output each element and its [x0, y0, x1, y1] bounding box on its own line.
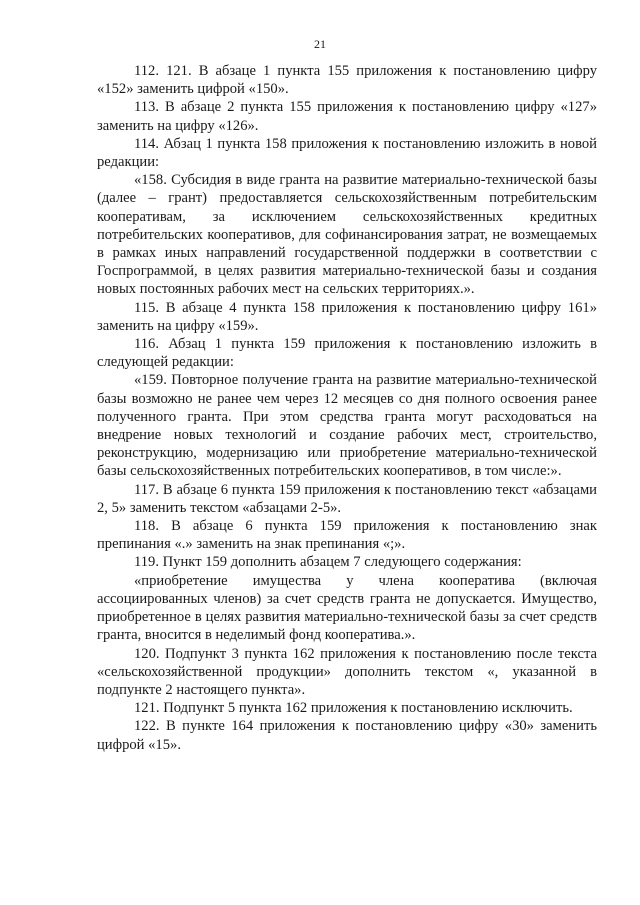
paragraph-115: 115. В абзаце 4 пункта 158 приложения к постановлению цифру 161» заменить на цифру «159». — [97, 299, 597, 334]
paragraph-117: 117. В абзаце 6 пункта 159 приложения к постановлению текст «абзацами 2, 5» заменить текстом «абзацами 2-5». — [97, 481, 597, 516]
paragraph-118: 118. В абзаце 6 пункта 159 приложения к постановлению знак препинания «.» заменить на знак препинания «;». — [97, 518, 597, 553]
quoted-paragraph-158: «158. Субсидия в виде гранта на развитие материально-технической базы (далее – грант) предоставляется сельскохозяйственным потребительским кооперативам, за исключением сельскохозяйственных кредитных потребительских кооперативов, для софинансирования затрат, не возмещаемых в рамках иных направлений государственной поддержки в соответствии с Госпрограммой, в целях развития материально-технической базы и создания новых постоянных рабочих мест на сельских территориях.». — [97, 172, 597, 298]
paragraph-112: 112. 121. В абзаце 1 пункта 155 приложения к постановлению цифру «152» заменить цифрой «150». — [97, 63, 597, 98]
document-body — [97, 62, 597, 754]
quoted-paragraph-159: «159. Повторное получение гранта на развитие материально-технической базы возможно не ранее чем через 12 месяцев со дня полного освоения ранее полученного гранта. При этом средства гранта могут расходоваться на внедрение новых технологий и создание рабочих мест, строительство, реконструкцию, модернизацию или приобретение материально-технической базы сельскохозяйственных потребительских кооперативов, в том числе:». — [97, 372, 597, 480]
paragraph-116: 116. Абзац 1 пункта 159 приложения к постановлению изложить в следующей редакции: — [97, 336, 597, 371]
paragraph-119: 119. Пункт 159 дополнить абзацем 7 следующего содержания: — [134, 554, 522, 571]
paragraph-120: 120. Подпункт 3 пункта 162 приложения к постановлению после текста «сельскохозяйственной продукции» дополнить текстом «, указанной в подпункте 2 настоящего пункта». — [97, 645, 597, 698]
quoted-paragraph-159-abzac-7: «приобретение имущества у члена кооператива (включая ассоциированных членов) за счет средств гранта не допускается. Имущество, приобретенное в целях развития материально-технической базы за счет средств гранта, вносится в неделимый фонд кооператива.». — [97, 572, 597, 644]
paragraph-122: 122. В пункте 164 приложения к постановлению цифру «30» заменить цифрой «15». — [97, 718, 597, 753]
paragraph-113: 113. В абзаце 2 пункта 155 приложения к постановлению цифру «127» заменить на цифру «126». — [97, 99, 597, 134]
paragraph-121: 121. Подпункт 5 пункта 162 приложения к постановлению исключить. — [134, 700, 573, 717]
paragraph-114: 114. Абзац 1 пункта 158 приложения к постановлению изложить в новой редакции: — [97, 135, 597, 171]
page-number: 21 — [314, 37, 326, 51]
